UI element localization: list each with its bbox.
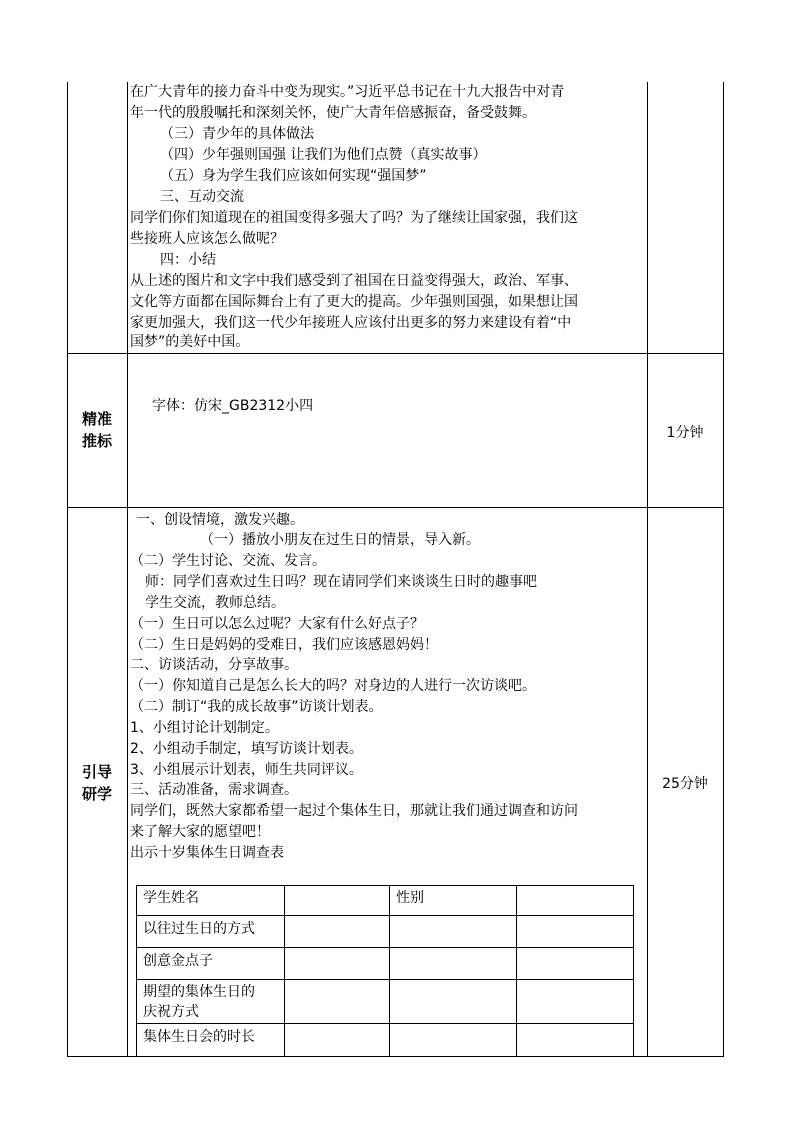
paragraph-line: 国梦”的美好中国。 [130, 334, 250, 350]
survey-border-right [633, 885, 634, 1057]
row-divider-1 [67, 353, 724, 354]
subheading: （四）少年强则国强 让我们为他们点赞（真实故事） [160, 147, 487, 163]
paragraph-line: 家更加强大，我们这一代少年接班人应该付出更多的努力来建设有着“中 [130, 315, 572, 331]
survey-cell-gender: 性别 [396, 890, 424, 906]
paragraph-line: 从上述的图片和文字中我们感受到了祖国在日益变得强大，政治、军事、 [130, 273, 578, 289]
label-line: 引导 [81, 763, 112, 781]
duration-precise: 1分钟 [666, 425, 704, 441]
subheading: （五）身为学生我们应该如何实现“强国梦” [160, 168, 427, 184]
paragraph-line: 在广大青年的接力奋斗中变为现实。”习近平总书记在十九大报告中对青 [130, 84, 565, 100]
survey-cell-creative-idea: 创意金点子 [143, 953, 213, 969]
paragraph-line: 文化等方面都在国际舞台上有了更大的提高。少年强则国强，如果想让国 [130, 294, 578, 310]
heading: 三、互动交流 [160, 189, 244, 205]
list-item: 1、小组讨论计划制定。 [130, 720, 279, 736]
table-border-col2 [647, 82, 648, 1057]
survey-col-divider [284, 885, 285, 1057]
paragraph-line: （二）生日是妈妈的受难日，我们应该感恩妈妈！ [130, 637, 438, 653]
heading: 二、访谈活动，分享故事。 [130, 657, 298, 673]
survey-row-divider [136, 915, 634, 916]
heading: 四：小结 [160, 252, 216, 268]
survey-row-divider [136, 1023, 634, 1024]
table-border-left [67, 82, 68, 1057]
paragraph-line: 出示十岁集体生日调查表 [130, 845, 284, 861]
heading: 一、创设情境，激发兴趣。 [136, 512, 304, 528]
paragraph-line: 师：同学们喜欢过生日吗？现在请同学们来谈谈生日时的趣事吧 [145, 574, 537, 590]
survey-cell-duration: 集体生日会的时长 [143, 1029, 255, 1045]
survey-cell-student-name: 学生姓名 [143, 890, 199, 906]
subheading: （三）青少年的具体做法 [160, 126, 314, 142]
duration-guide: 25分钟 [662, 776, 708, 792]
paragraph-line: （一）播放小朋友在过生日的情景，导入新。 [200, 532, 480, 548]
section-label-precise [67, 408, 127, 452]
label-line: 推标 [81, 432, 112, 450]
survey-cell-expected-line1: 期望的集体生日的 [143, 984, 255, 1000]
label-line: 精准 [81, 410, 112, 428]
paragraph-line: （一）生日可以怎么过呢？大家有什么好点子？ [130, 616, 424, 632]
survey-row-divider [136, 885, 634, 886]
survey-border-left [136, 885, 137, 1057]
table-border-col1 [127, 82, 128, 1057]
paragraph-line: 同学们，既然大家都希望一起过个集体生日，那就让我们通过调查和访问 [130, 803, 578, 819]
paragraph-line: 些接班人应该怎么做呢？ [130, 231, 284, 247]
section-label-guide [67, 761, 127, 805]
table-border-bottom [67, 1056, 724, 1057]
paragraph-line: 同学们你们知道现在的祖国变得多强大了吗？为了继续让国家强，我们这 [130, 210, 578, 226]
survey-row-divider [136, 979, 634, 980]
label-line: 研学 [81, 785, 112, 803]
list-item: 2、小组动手制定，填写访谈计划表。 [130, 741, 363, 757]
paragraph-line: 学生交流，教师总结。 [145, 595, 285, 611]
survey-row-divider [136, 947, 634, 948]
survey-col-divider [516, 885, 517, 1057]
paragraph-line: （二）制订“我的成长故事”访谈计划表。 [130, 699, 383, 715]
paragraph-line: 年一代的殷殷嘱托和深刻关怀，使广大青年倍感振奋，备受鼓舞。 [130, 105, 536, 121]
survey-cell-expected-line2: 庆祝方式 [143, 1004, 199, 1020]
paragraph-line: （一）你知道自己是怎么长大的吗？对身边的人进行一次访谈吧。 [130, 678, 536, 694]
paragraph-line: 来了解大家的愿望吧！ [130, 824, 270, 840]
survey-cell-past-way: 以往过生日的方式 [143, 921, 255, 937]
survey-col-divider [389, 885, 390, 1057]
font-note: 字体：仿宋_GB2312小四 [152, 398, 314, 414]
row-divider-2 [67, 507, 724, 508]
heading: 三、活动准备，需求调查。 [130, 782, 298, 798]
paragraph-line: （二）学生讨论、交流、发言。 [130, 553, 326, 569]
table-border-right [723, 82, 724, 1057]
list-item: 3、小组展示计划表，师生共同评议。 [130, 762, 363, 778]
